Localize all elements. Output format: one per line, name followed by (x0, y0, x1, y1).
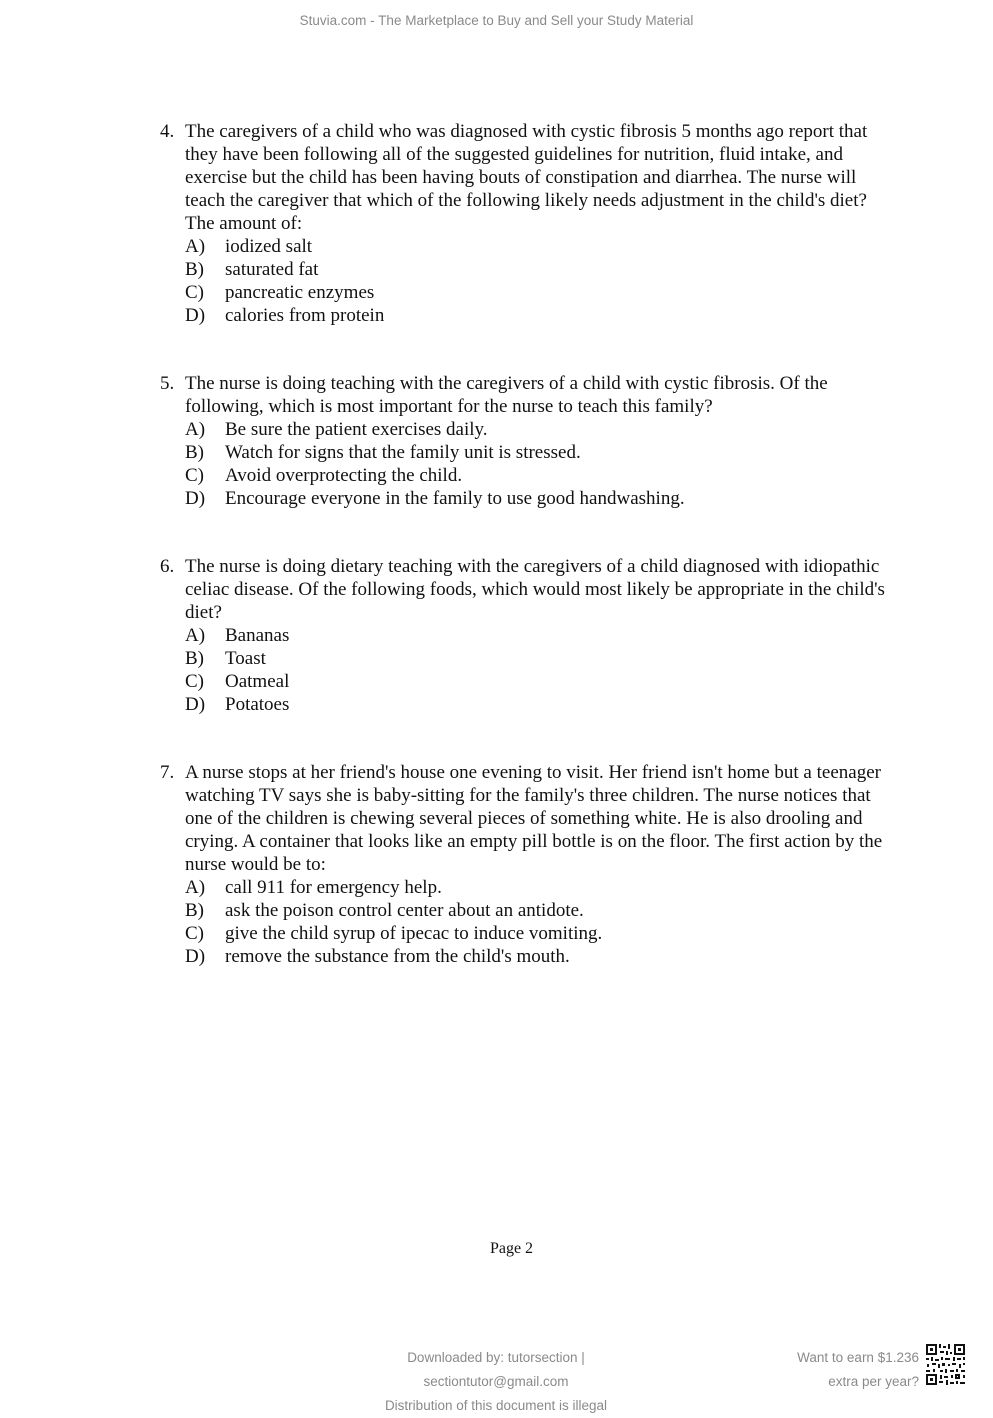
option-text: call 911 for emergency help. (225, 877, 442, 898)
earn-promo[interactable] (797, 1346, 919, 1394)
option-letter: D) (185, 305, 206, 326)
option-letter: B) (185, 900, 204, 921)
option-letter: B) (185, 259, 204, 280)
question-stem (160, 761, 900, 876)
download-footer (335, 1346, 657, 1418)
answer-option (185, 876, 900, 899)
option-text: Bananas (225, 625, 290, 646)
option-text: Toast (225, 648, 266, 669)
option-text: Watch for signs that the family unit is stressed. (225, 442, 581, 463)
option-letter: C) (185, 923, 204, 944)
question-stem (160, 372, 900, 418)
question-list (160, 120, 900, 1013)
answer-option (185, 281, 900, 304)
option-letter: D) (185, 694, 206, 715)
option-letter: A) (185, 625, 206, 646)
option-letter: C) (185, 671, 204, 692)
qr-code-icon[interactable] (925, 1343, 966, 1386)
answer-options (185, 235, 900, 327)
answer-option (185, 945, 900, 968)
question-block (160, 555, 900, 716)
question-stem (160, 555, 900, 624)
downloaded-by-text: Downloaded by: tutorsection | sectiontutor@gmail.com (407, 1350, 585, 1389)
question-text: The nurse is doing dietary teaching with the caregivers of a child diagnosed with idiopathic celiac disease. Of the following foods, which would most likely be appropriate in the child's diet? (185, 556, 885, 623)
question-text: The caregivers of a child who was diagnosed with cystic fibrosis 5 months ago report that they have been following all of the suggested guidelines for nutrition, fluid intake, and exercise but the child has been having bouts of constipation and diarrhea. The nurse will teach the caregiver that which of the following likely needs adjustment in the child's diet? The amount of: (185, 121, 868, 234)
earn-promo-line1: Want to earn $1.236 (797, 1350, 919, 1365)
question-number: 5. (160, 373, 175, 394)
option-letter: D) (185, 488, 206, 509)
option-text: Potatoes (225, 694, 290, 715)
answer-option (185, 258, 900, 281)
answer-options (185, 876, 900, 968)
answer-option (185, 441, 900, 464)
question-text: The nurse is doing teaching with the caregivers of a child with cystic fibrosis. Of the following, which is most important for the nurse to teach this family? (185, 373, 828, 417)
page-number: Page 2 (489, 1240, 534, 1257)
answer-option (185, 235, 900, 258)
answer-option (185, 670, 900, 693)
option-letter: A) (185, 419, 206, 440)
option-letter: B) (185, 648, 204, 669)
option-letter: A) (185, 236, 206, 257)
question-number: 7. (160, 762, 175, 783)
option-text: Avoid overprotecting the child. (225, 465, 463, 486)
question-number: 6. (160, 556, 175, 577)
option-letter: A) (185, 877, 206, 898)
question-number: 4. (160, 121, 175, 142)
question-text: A nurse stops at her friend's house one evening to visit. Her friend isn't home but a teenager watching TV says she is baby-sitting for the family's three children. The nurse notices that one of the children is chewing several pieces of something white. He is also drooling and crying. A container that looks like an empty pill bottle is on the floor. The first action by the nurse would be to: (185, 762, 883, 875)
option-text: iodized salt (225, 236, 313, 257)
question-block (160, 120, 900, 327)
distribution-notice: Distribution of this document is illegal (384, 1398, 608, 1413)
option-letter: D) (185, 946, 206, 967)
answer-option (185, 464, 900, 487)
answer-option (185, 693, 900, 716)
answer-options (185, 418, 900, 510)
answer-option (185, 304, 900, 327)
earn-promo-line2: extra per year? (828, 1374, 919, 1389)
option-text: saturated fat (225, 259, 319, 280)
option-text: calories from protein (225, 305, 385, 326)
answer-option (185, 647, 900, 670)
option-text: pancreatic enzymes (225, 282, 375, 303)
site-header: Stuvia.com - The Marketplace to Buy and Sell your Study Material (299, 13, 694, 28)
answer-option (185, 922, 900, 945)
option-letter: B) (185, 442, 204, 463)
answer-option (185, 487, 900, 510)
option-text: remove the substance from the child's mouth. (225, 946, 570, 967)
answer-option (185, 418, 900, 441)
answer-option (185, 624, 900, 647)
option-text: ask the poison control center about an antidote. (225, 900, 584, 921)
answer-options (185, 624, 900, 716)
question-block (160, 372, 900, 510)
question-block (160, 761, 900, 968)
option-letter: C) (185, 282, 204, 303)
option-letter: C) (185, 465, 204, 486)
option-text: give the child syrup of ipecac to induce vomiting. (225, 923, 603, 944)
option-text: Be sure the patient exercises daily. (225, 419, 488, 440)
answer-option (185, 899, 900, 922)
option-text: Oatmeal (225, 671, 290, 692)
option-text: Encourage everyone in the family to use good handwashing. (225, 488, 685, 509)
question-stem (160, 120, 900, 235)
